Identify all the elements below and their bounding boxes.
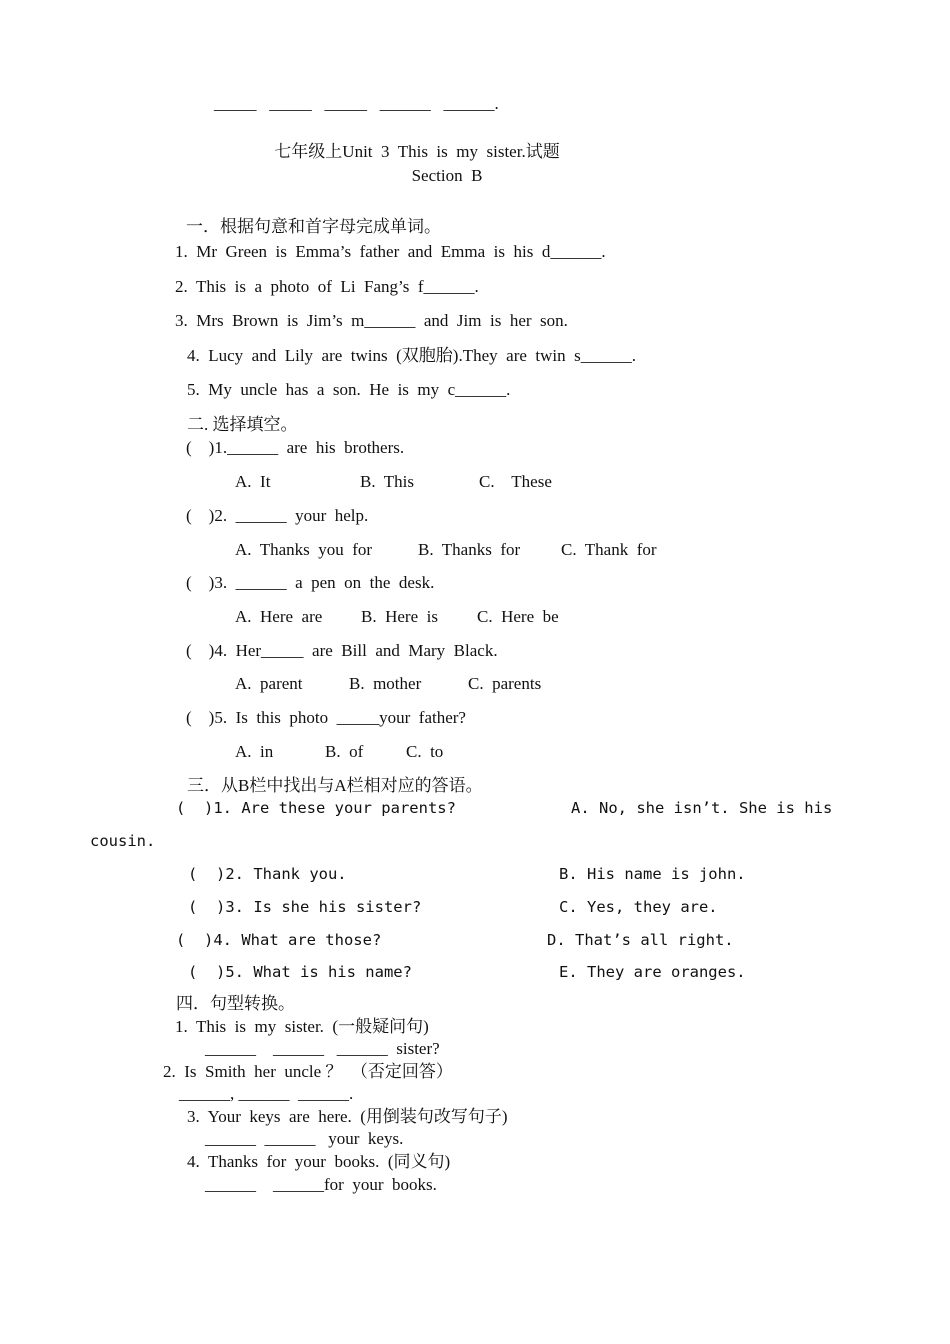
part4-line: 4. Thanks for your books. (同义句) [187, 1152, 451, 1171]
option-c: C. Here be [477, 607, 559, 626]
part1-item: 3. Mrs Brown is Jim’s m______ and Jim is her son. [175, 311, 568, 330]
part4-answer-line: ______ ______ your keys. [205, 1129, 404, 1148]
part4-line: 1. This is my sister. (一般疑问句) [175, 1017, 429, 1036]
match-a-item: ( )2. Thank you. [188, 865, 347, 883]
part4-line: 3. Your keys are here. (用倒装句改写句子) [187, 1107, 508, 1126]
part1-heading: 一．根据句意和首字母完成单词。 [186, 217, 441, 236]
part4-answer-line: ______ ______ ______ sister? [205, 1039, 440, 1058]
match-a-item: ( )4. What are those? [176, 931, 382, 949]
part2-question: ( )5. Is this photo _____your father? [186, 708, 466, 727]
match-a-item: ( )3. Is she his sister? [188, 898, 422, 916]
part2-question: ( )1.______ are his brothers. [186, 438, 405, 457]
part4-answer-line: ______ ______for your books. [205, 1175, 437, 1194]
option-c: C. Thank for [561, 540, 657, 559]
option-b: B. Thanks for [418, 540, 521, 559]
option-c: C. parents [468, 674, 542, 693]
option-a: A. It [235, 472, 271, 491]
top-blanks: _____ _____ _____ ______ ______. [214, 94, 499, 113]
page-title: 七年级上Unit 3 This is my sister.试题 [274, 142, 560, 161]
match-b-item: D. That’s all right. [547, 931, 734, 949]
part1-item: 4. Lucy and Lily are twins (双胞胎).They are twin s______. [187, 346, 636, 365]
part4-line: 2. Is Smith her uncle ？ （否定回答） [163, 1062, 453, 1081]
match-b-item: B. His name is john. [559, 865, 746, 883]
part1-item: 5. My uncle has a son. He is my c______. [187, 380, 511, 399]
section-subtitle: Section B [411, 166, 483, 185]
part1-item: 2. This is a photo of Li Fang’s f______. [175, 277, 479, 296]
part2-heading: 二. 选择填空。 [187, 415, 298, 434]
match-a-item: ( )5. What is his name? [188, 963, 412, 981]
match-b-item: E. They are oranges. [559, 963, 746, 981]
part2-question: ( )3. ______ a pen on the desk. [186, 573, 435, 592]
match-b-item: C. Yes, they are. [559, 898, 718, 916]
match-b-wrap: cousin. [90, 832, 156, 850]
option-b: B. of [325, 742, 364, 761]
part3-heading: 三．从B栏中找出与A栏相对应的答语。 [187, 776, 483, 795]
part2-question: ( )4. Her_____ are Bill and Mary Black. [186, 641, 498, 660]
match-b-item: A. No, she isn’t. She is his [571, 799, 833, 817]
option-c: C. These [479, 472, 552, 491]
option-a: A. Thanks you for [235, 540, 373, 559]
part1-item: 1. Mr Green is Emma’s father and Emma is his d______. [175, 242, 606, 261]
option-b: B. Here is [361, 607, 438, 626]
option-b: B. This [360, 472, 415, 491]
option-c: C. to [406, 742, 444, 761]
part2-question: ( )2. ______ your help. [186, 506, 369, 525]
match-a-item: ( )1. Are these your parents? [176, 799, 456, 817]
option-b: B. mother [349, 674, 422, 693]
option-a: A. Here are [235, 607, 323, 626]
option-a: A. in [235, 742, 274, 761]
part4-heading: 四．句型转换。 [176, 994, 295, 1013]
part4-answer-line: ______, ______ ______. [179, 1084, 354, 1103]
option-a: A. parent [235, 674, 303, 693]
